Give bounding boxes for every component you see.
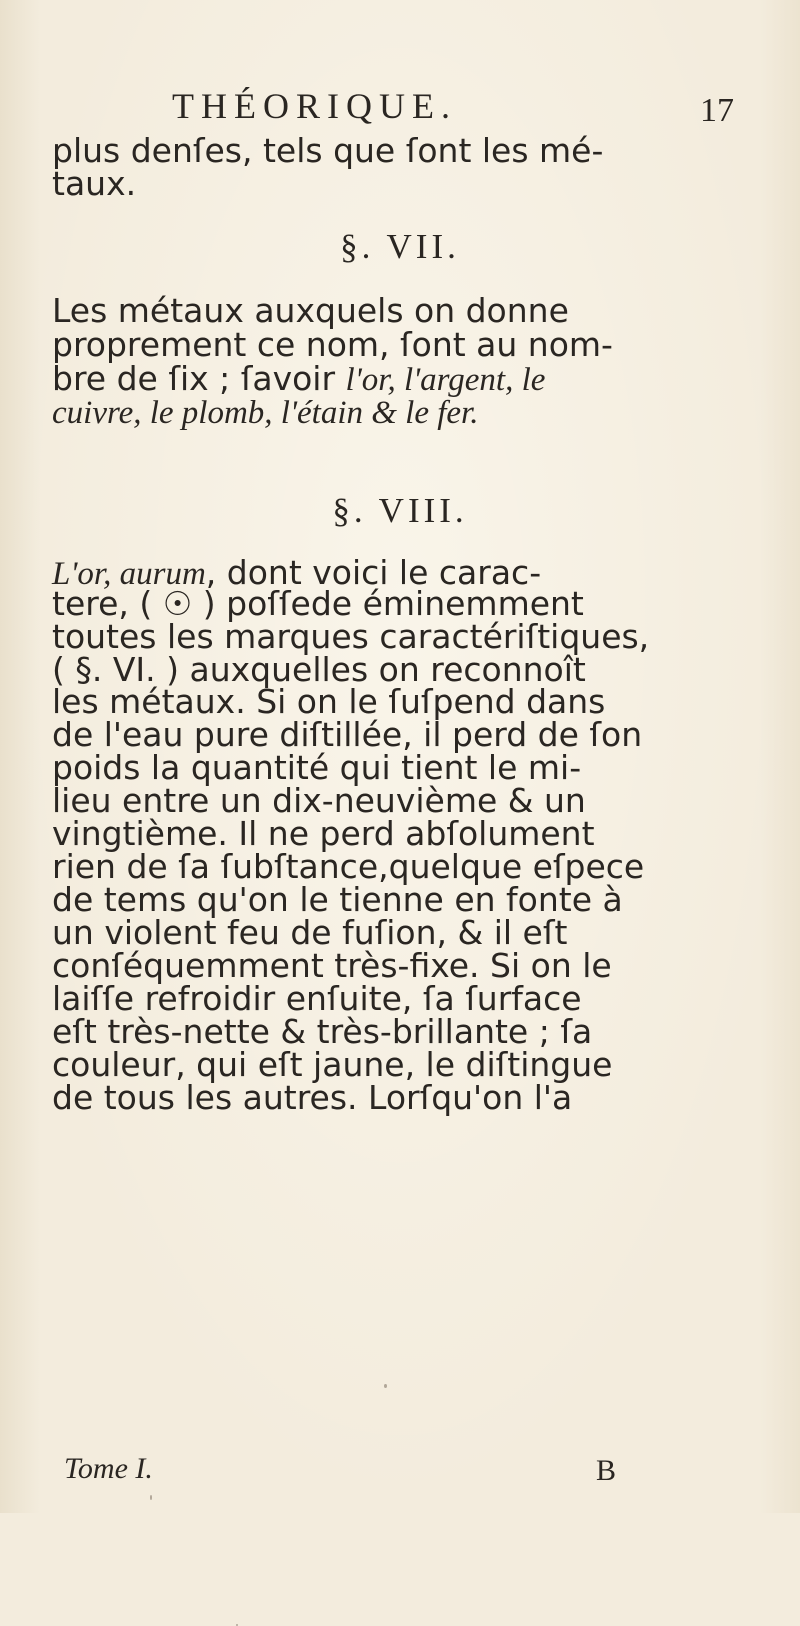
text-line: un violent feu de fuſion, & il eſt <box>52 913 568 952</box>
text-line: poids la quantité qui tient le mi- <box>52 748 582 787</box>
text-line: toutes les marques caractériſtiques, <box>52 617 650 656</box>
text-line: conſéquemment très-fixe. Si on le <box>52 946 612 985</box>
page-number: 17 <box>700 92 734 129</box>
section-heading-vii: §. VII. <box>340 227 460 266</box>
text-line: plus denſes, tels que ſont les mé- <box>52 131 604 170</box>
text-line: ( §. VI. ) auxquelles on reconnoît <box>52 650 586 689</box>
paragraph-viii <box>52 553 752 1117</box>
text-line <box>52 359 752 398</box>
text-line <box>52 395 752 431</box>
text-line: proprement ce nom, ſont au nom- <box>52 325 613 364</box>
italic-term: l'or, l'argent, le <box>345 362 546 398</box>
text-line: Les métaux auxquels on donne <box>52 291 569 330</box>
text-segment: , dont voici le carac- <box>205 553 542 592</box>
text-line: vingtième. Il ne perd abſolument <box>52 814 595 853</box>
text-line: taux. <box>52 164 137 203</box>
italic-term: L'or, aurum <box>52 556 206 592</box>
section-heading-viii: §. VIII. <box>332 491 468 530</box>
text-line: lieu entre un dix-neuvième & un <box>52 781 586 820</box>
text-line: couleur, qui eſt jaune, le diſtingue <box>52 1045 613 1084</box>
text-line: de tous les autres. Lorſqu'on l'a <box>52 1078 573 1117</box>
text-line: eſt très-nette & très-brillante ; ſa <box>52 1012 593 1051</box>
volume-label: Tome I. <box>64 1452 153 1485</box>
text-line: les métaux. Si on le ſuſpend dans <box>52 682 606 721</box>
text-line: rien de ſa ſubſtance,quelque eſpece <box>52 847 645 886</box>
running-head: THÉORIQUE. <box>172 86 457 126</box>
text-line: laiſſe refroidir enſuite, ſa ſurface <box>52 979 582 1018</box>
paper-speck <box>384 1384 387 1388</box>
paper-speck <box>150 1495 152 1500</box>
paragraph-continuation <box>52 131 752 203</box>
italic-term: cuivre, le plomb, l'étain & le fer. <box>52 395 479 431</box>
text-segment: bre de ſix ; ſavoir <box>52 359 346 398</box>
text-line: de l'eau pure diſtillée, il perd de ſon <box>52 715 643 754</box>
text-line: tere, ( ☉ ) poſſede éminemment <box>52 584 584 623</box>
paragraph-vii <box>52 291 752 431</box>
text-line: de tems qu'on le tienne en fonte à <box>52 880 623 919</box>
signature-mark: B <box>596 1454 617 1487</box>
